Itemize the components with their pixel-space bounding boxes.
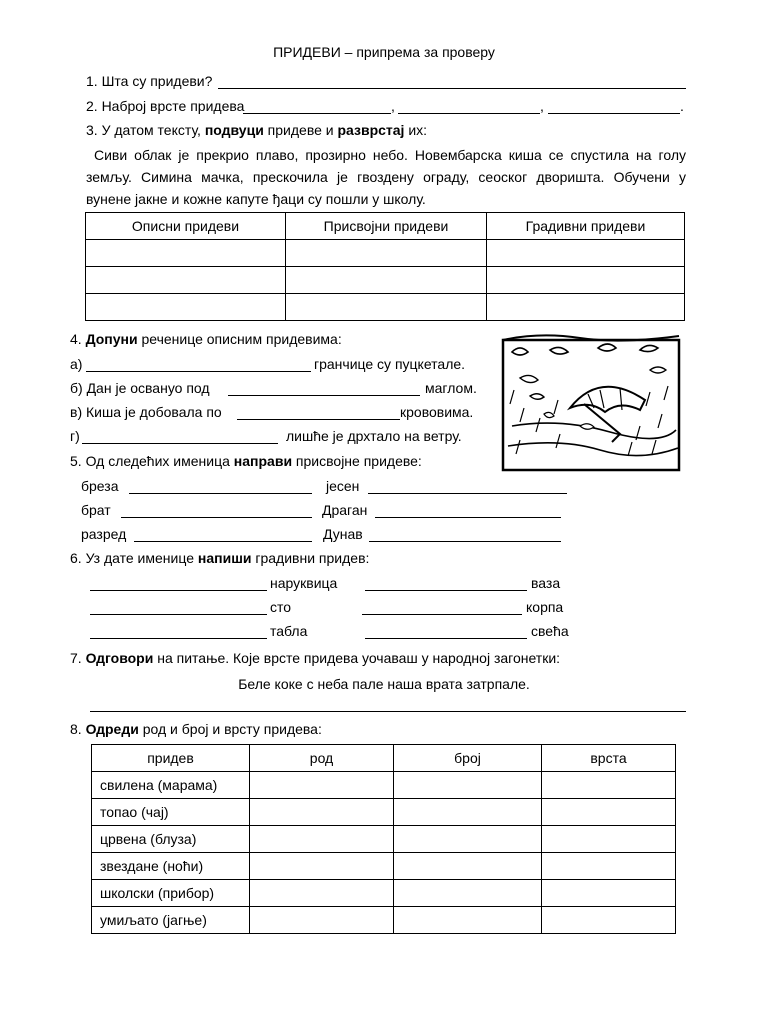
col-descriptive: Описни придеви — [86, 213, 286, 240]
table-cell[interactable] — [394, 907, 542, 934]
noun-dragan: Драган — [322, 502, 368, 518]
gender-number-table — [91, 744, 676, 934]
answer-line-6c[interactable] — [90, 614, 267, 615]
answer-line-5c[interactable] — [121, 517, 312, 518]
table-cell[interactable] — [487, 294, 685, 321]
q4d-suffix: лишће је дрхтало на ветру. — [286, 428, 462, 444]
col-material: Градивни придеви — [487, 213, 685, 240]
table-cell[interactable] — [542, 853, 676, 880]
answer-line-5a[interactable] — [129, 493, 312, 494]
adjective-sort-table — [85, 212, 685, 321]
comma-1: , — [391, 98, 395, 114]
answer-line-5f[interactable] — [369, 541, 561, 542]
question-5: 5. Од следећих именица направи присвојне придеве: — [70, 453, 422, 469]
table-cell[interactable] — [394, 799, 542, 826]
table-cell[interactable] — [394, 826, 542, 853]
table-cell[interactable] — [86, 294, 286, 321]
noun-breza: бреза — [81, 478, 119, 494]
adjective-cell: свилена (марама) — [92, 772, 250, 799]
rain-umbrella-illustration — [500, 330, 682, 474]
answer-line-6b[interactable] — [365, 590, 527, 591]
table-cell[interactable] — [86, 240, 286, 267]
adjective-cell: звездане (ноћи) — [92, 853, 250, 880]
q4b-prefix: б) Дан је освануо под — [70, 380, 210, 396]
q4b-suffix: маглом. — [425, 380, 477, 396]
table-cell[interactable] — [250, 799, 394, 826]
answer-line-6e[interactable] — [90, 638, 267, 639]
noun-vaza: ваза — [531, 575, 561, 591]
table-row — [92, 826, 676, 853]
table-cell[interactable] — [250, 880, 394, 907]
answer-line-5b[interactable] — [368, 493, 567, 494]
adjective-cell: црвена (блуза) — [92, 826, 250, 853]
riddle-text: Беле коке с неба пале наша врата затрпале. — [238, 676, 530, 692]
noun-narukvica: наруквица — [270, 575, 338, 591]
table-cell[interactable] — [250, 826, 394, 853]
table-cell[interactable] — [487, 267, 685, 294]
table-cell[interactable] — [250, 772, 394, 799]
col-possessive: Присвојни придеви — [286, 213, 487, 240]
q4a-suffix: гранчице су пуцкетале. — [314, 356, 466, 372]
noun-sto: сто — [270, 599, 292, 615]
answer-line-1[interactable] — [218, 88, 686, 89]
passage-line-1: Сиви облак је прекрио плаво, прозирно небо. Новембарска киша се спустила на голу — [94, 147, 686, 163]
question-7: 7. Одговори на питање. Које врсте придева уочаваш у народној загонетки: — [70, 650, 561, 666]
table-row — [86, 267, 685, 294]
col-gender: род — [250, 745, 394, 772]
col-number: број — [394, 745, 542, 772]
question-3: 3. У датом тексту, подвуци придеве и разврстај их: — [86, 122, 428, 138]
table-row — [92, 853, 676, 880]
period: . — [680, 98, 684, 114]
answer-line-4d[interactable] — [82, 443, 278, 444]
answer-line-2c[interactable] — [548, 113, 680, 114]
question-4: 4. Допуни реченице описним придевима: — [70, 331, 342, 347]
passage-line-3: вунене јакне и кожне капуте ђаци су пошли у школу. — [86, 191, 426, 207]
table-row — [92, 772, 676, 799]
answer-line-5e[interactable] — [134, 541, 312, 542]
table-row — [92, 880, 676, 907]
comma-2: , — [540, 98, 544, 114]
answer-line-4a[interactable] — [86, 371, 311, 372]
passage-line-2: земљу. Симина мачка, прескочила је гвоздену ограду, сеоског дворишта. Обучени у — [86, 169, 686, 185]
noun-tabla: табла — [270, 623, 308, 639]
table-cell[interactable] — [86, 267, 286, 294]
noun-brat: брат — [81, 502, 111, 518]
adjective-cell: умиљато (јагње) — [92, 907, 250, 934]
q4c-suffix: крововима. — [400, 404, 474, 420]
adjective-cell: топао (чај) — [92, 799, 250, 826]
noun-sveca: свећа — [531, 623, 569, 639]
answer-line-2a[interactable] — [243, 113, 391, 114]
question-1: 1. Шта су придеви? — [86, 73, 213, 89]
table-cell[interactable] — [542, 826, 676, 853]
table-cell[interactable] — [542, 880, 676, 907]
noun-dunav: Дунав — [323, 526, 363, 542]
question-8: 8. Одреди род и број и врсту придева: — [70, 721, 322, 737]
question-6: 6. Уз дате именице напиши градивни придев: — [70, 550, 370, 566]
col-type: врста — [542, 745, 676, 772]
answer-line-6d[interactable] — [362, 614, 522, 615]
table-cell[interactable] — [542, 799, 676, 826]
answer-line-7[interactable] — [90, 711, 686, 712]
table-cell[interactable] — [542, 907, 676, 934]
q4d-prefix: г) — [70, 428, 80, 444]
answer-line-4c[interactable] — [237, 419, 400, 420]
table-cell[interactable] — [286, 240, 487, 267]
col-adjective: придев — [92, 745, 250, 772]
table-cell[interactable] — [286, 294, 487, 321]
q4a-prefix: а) — [70, 356, 83, 372]
answer-line-6f[interactable] — [365, 638, 527, 639]
noun-razred: разред — [81, 526, 127, 542]
answer-line-5d[interactable] — [375, 517, 561, 518]
table-row — [92, 799, 676, 826]
answer-line-2b[interactable] — [398, 113, 540, 114]
adjective-cell: школски (прибор) — [92, 880, 250, 907]
table-cell[interactable] — [394, 772, 542, 799]
table-row — [86, 294, 685, 321]
noun-korpa: корпа — [526, 599, 564, 615]
table-cell[interactable] — [250, 907, 394, 934]
noun-jesen: јесен — [326, 478, 360, 494]
table-cell[interactable] — [487, 240, 685, 267]
answer-line-6a[interactable] — [90, 590, 267, 591]
page-title: ПРИДЕВИ – припрема за проверу — [273, 44, 495, 60]
q4c-prefix: в) Киша је добовала по — [70, 404, 222, 420]
table-row — [86, 240, 685, 267]
table-row — [92, 907, 676, 934]
table-cell[interactable] — [250, 853, 394, 880]
table-cell[interactable] — [394, 853, 542, 880]
answer-line-4b[interactable] — [228, 395, 420, 396]
table-cell[interactable] — [286, 267, 487, 294]
table-cell[interactable] — [542, 772, 676, 799]
question-2: 2. Наброј врсте придева — [86, 98, 245, 114]
table-cell[interactable] — [394, 880, 542, 907]
